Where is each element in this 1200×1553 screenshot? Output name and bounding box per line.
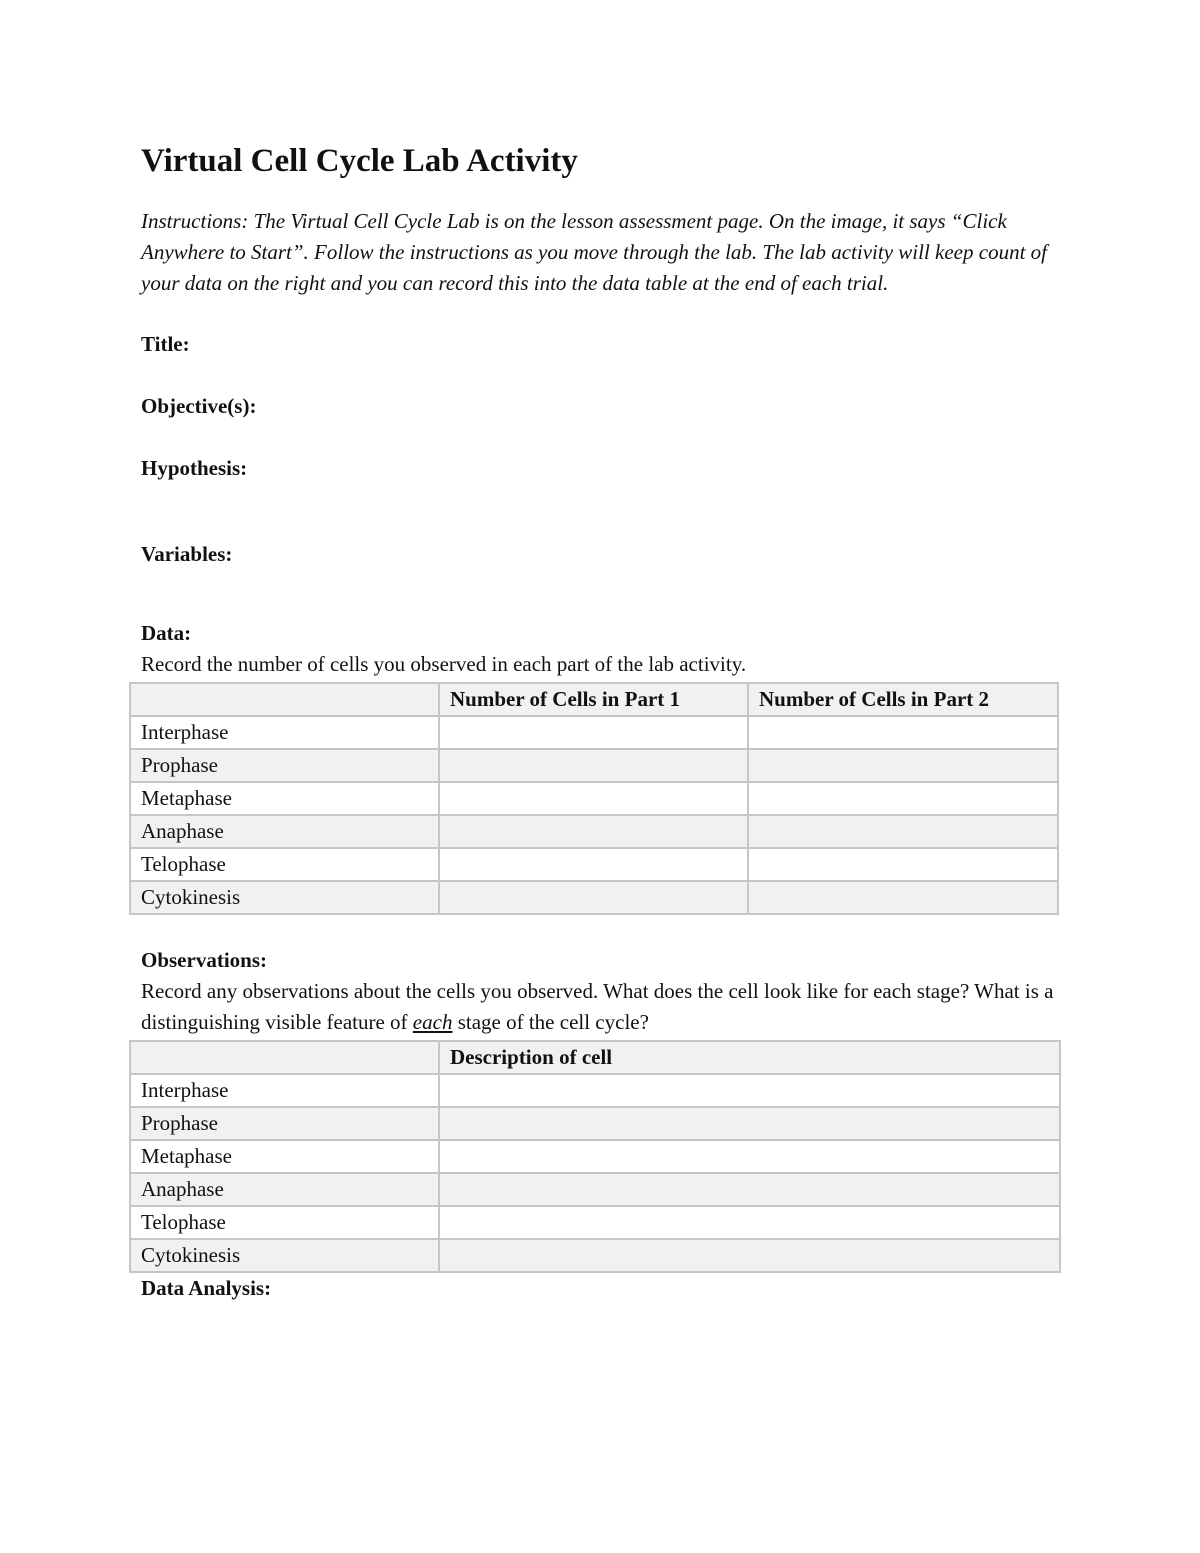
observations-description <box>141 976 1061 1038</box>
stage-label: Metaphase <box>130 1140 439 1173</box>
data-analysis-label: Data Analysis: <box>141 1276 272 1300</box>
page-title: Virtual Cell Cycle Lab Activity <box>141 143 578 179</box>
stage-label: Telophase <box>130 848 439 881</box>
description-cell[interactable] <box>439 1140 1060 1173</box>
part2-count-cell[interactable] <box>748 848 1058 881</box>
table-row <box>130 1206 1060 1239</box>
table-row <box>130 1173 1060 1206</box>
observations-desc-end: stage of the cell cycle? <box>452 1010 649 1034</box>
part1-count-cell[interactable] <box>439 749 748 782</box>
variables-label: Variables: <box>141 542 233 566</box>
stage-label: Anaphase <box>130 815 439 848</box>
obs-table-header-cell <box>130 1041 439 1074</box>
description-cell[interactable] <box>439 1074 1060 1107</box>
observations-desc-emphasis: each <box>412 1010 453 1034</box>
part1-count-cell[interactable] <box>439 848 748 881</box>
description-cell[interactable] <box>439 1173 1060 1206</box>
part1-count-cell[interactable] <box>439 782 748 815</box>
table-row <box>130 1239 1060 1272</box>
stage-label: Interphase <box>130 1074 439 1107</box>
obs-table-header-description: Description of cell <box>439 1041 1060 1074</box>
table-row <box>130 749 1058 782</box>
part1-count-cell[interactable] <box>439 716 748 749</box>
stage-label: Prophase <box>130 749 439 782</box>
stage-label: Telophase <box>130 1206 439 1239</box>
description-cell[interactable] <box>439 1206 1060 1239</box>
document-content <box>141 138 1061 1304</box>
stage-label: Prophase <box>130 1107 439 1140</box>
data-table-header-cell <box>130 683 439 716</box>
table-row <box>130 881 1058 914</box>
table-row <box>130 815 1058 848</box>
title-label: Title: <box>141 332 190 356</box>
stage-label: Cytokinesis <box>130 881 439 914</box>
data-label: Data: <box>141 621 192 645</box>
stage-label: Cytokinesis <box>130 1239 439 1272</box>
hypothesis-label: Hypothesis: <box>141 456 248 480</box>
data-table-header-row <box>130 683 1058 716</box>
table-row <box>130 1074 1060 1107</box>
table-row <box>130 716 1058 749</box>
data-table-header-part1: Number of Cells in Part 1 <box>439 683 748 716</box>
data-table-header-part2: Number of Cells in Part 2 <box>748 683 1058 716</box>
observations-label: Observations: <box>141 948 267 972</box>
data-description: Record the number of cells you observed in each part of the lab activity. <box>141 652 747 676</box>
part1-count-cell[interactable] <box>439 881 748 914</box>
observations-desc-start: Record any observations about the cells you observed. What does the cell look like for each stage? What is a distinguishing visible feature of <box>141 979 1054 1034</box>
description-cell[interactable] <box>439 1107 1060 1140</box>
table-row <box>130 782 1058 815</box>
part2-count-cell[interactable] <box>748 815 1058 848</box>
table-row <box>130 848 1058 881</box>
stage-label: Metaphase <box>130 782 439 815</box>
table-row <box>130 1107 1060 1140</box>
stage-label: Anaphase <box>130 1173 439 1206</box>
part2-count-cell[interactable] <box>748 782 1058 815</box>
part2-count-cell[interactable] <box>748 881 1058 914</box>
description-cell[interactable] <box>439 1239 1060 1272</box>
objectives-label: Objective(s): <box>141 394 257 418</box>
data-table <box>129 682 1059 915</box>
part2-count-cell[interactable] <box>748 716 1058 749</box>
table-row <box>130 1140 1060 1173</box>
observations-table <box>129 1040 1061 1273</box>
stage-label: Interphase <box>130 716 439 749</box>
part2-count-cell[interactable] <box>748 749 1058 782</box>
instructions-text: Instructions: The Virtual Cell Cycle Lab is on the lesson assessment page. On the image, it says “Click Anywhere to Start”. Follow the instructions as you move through the lab. The lab activity will keep count of your data on the right and you can record this into the data table at the end of each trial. <box>141 209 1047 295</box>
part1-count-cell[interactable] <box>439 815 748 848</box>
obs-table-header-row <box>130 1041 1060 1074</box>
